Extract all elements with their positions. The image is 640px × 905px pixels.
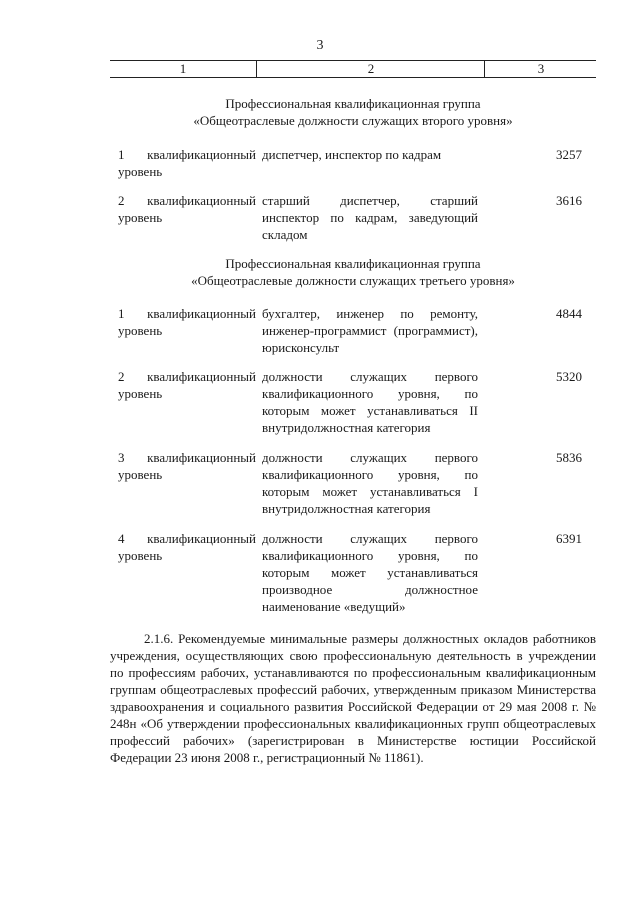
position-cell: старший диспетчер, старший инспектор по кадрам, заведующий складом bbox=[262, 193, 478, 242]
salary-cell: 5836 bbox=[556, 450, 582, 465]
level-number: 2 bbox=[118, 369, 125, 384]
level-word: квалификационный bbox=[147, 450, 256, 465]
level-line2: уровень bbox=[118, 386, 163, 401]
group-title-line2: «Общеотраслевые должности служащих третьего уровня» bbox=[191, 273, 515, 288]
level-word: квалификационный bbox=[147, 531, 256, 546]
level-line2: уровень bbox=[118, 548, 163, 563]
table-header bbox=[110, 60, 596, 78]
position-cell: должности служащих первого квалификационного уровня, по которым может устанавливаться I внутридолжностная категория bbox=[262, 450, 478, 516]
level-line2: уровень bbox=[118, 467, 163, 482]
position-cell: должности служащих первого квалификационного уровня, по которым может устанавливаться II внутридолжностная категория bbox=[262, 369, 478, 435]
level-number: 1 bbox=[118, 306, 125, 321]
level-word: квалификационный bbox=[147, 147, 256, 162]
level-cell bbox=[118, 305, 256, 339]
body-paragraph: 2.1.6. Рекомендуемые минимальные размеры должностных окладов работников учреждения, осуществляющих свою профессиональную деятельность в учреждении по профессиям рабочих, устанавливаются по профессиональным квалификационным группам общеотраслевых профессий рабочих, утвержденным приказом Министерства здравоохранения и социального развития Российской Федерации от 29 мая 2008 г. № 248н «Об утверждении профессиональных квалификационных групп общеотраслевых профессий рабочих» (зарегистрирован в Министерстве юстиции Российской Федерации 23 июня 2008 г., регистрационный № 11861). bbox=[110, 631, 596, 765]
level-cell bbox=[118, 192, 256, 226]
level-word: квалификационный bbox=[147, 306, 256, 321]
position-cell: должности служащих первого квалификационного уровня, по которым может устанавливаться производное должностное наименование «ведущий» bbox=[262, 531, 478, 614]
group-title bbox=[110, 95, 596, 129]
page-number: 3 bbox=[316, 38, 324, 53]
header-col-1: 1 bbox=[179, 61, 187, 76]
group-title-line2: «Общеотраслевые должности служащих второго уровня» bbox=[193, 113, 513, 128]
level-line2: уровень bbox=[118, 210, 163, 225]
level-word: квалификационный bbox=[147, 369, 256, 384]
level-word: квалификационный bbox=[147, 193, 256, 208]
position-cell: бухгалтер, инженер по ремонту, инженер-программист (программист), юрисконсульт bbox=[262, 306, 478, 355]
level-cell bbox=[118, 449, 256, 483]
level-number: 1 bbox=[118, 147, 125, 162]
level-line2: уровень bbox=[118, 164, 163, 179]
level-cell bbox=[118, 368, 256, 402]
header-col-2: 2 bbox=[256, 61, 485, 77]
level-cell bbox=[118, 146, 256, 180]
group-title-line1: Профессиональная квалификационная группа bbox=[225, 256, 481, 271]
level-number: 4 bbox=[118, 531, 125, 546]
salary-cell: 6391 bbox=[556, 531, 582, 546]
group-title-line1: Профессиональная квалификационная группа bbox=[225, 96, 481, 111]
salary-cell: 5320 bbox=[556, 369, 582, 384]
header-col-3: 3 bbox=[484, 61, 597, 77]
group-title bbox=[110, 255, 596, 289]
level-number: 2 bbox=[118, 193, 125, 208]
salary-cell: 3257 bbox=[556, 147, 582, 162]
level-cell bbox=[118, 530, 256, 564]
level-line2: уровень bbox=[118, 323, 163, 338]
salary-cell: 3616 bbox=[556, 193, 582, 208]
level-number: 3 bbox=[118, 450, 125, 465]
position-cell: диспетчер, инспектор по кадрам bbox=[262, 147, 442, 162]
salary-cell: 4844 bbox=[556, 306, 582, 321]
